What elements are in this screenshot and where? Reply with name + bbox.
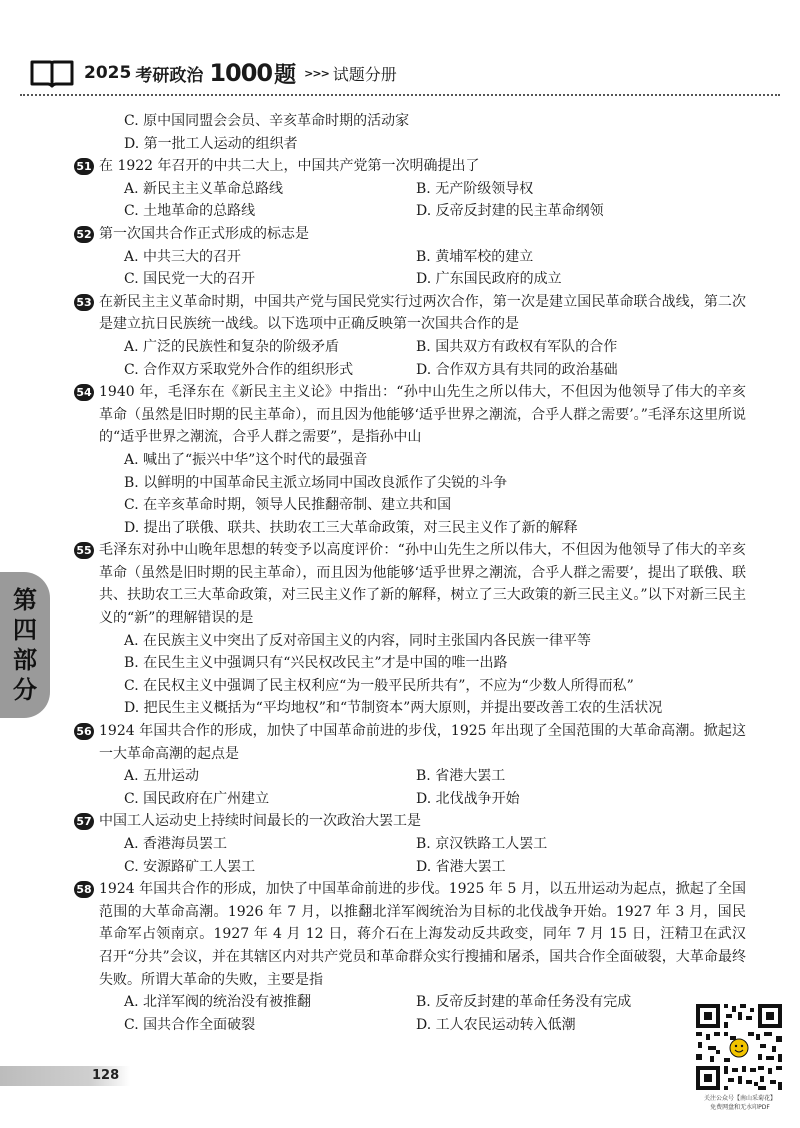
header-ti: 题 [274,62,297,88]
question-stem [76,155,746,178]
page-number: 128 [92,1068,120,1083]
option-d: D. 第一批工人运动的组织者 [124,135,298,152]
question-stem [76,291,746,336]
option-row [96,200,746,223]
header-kaoyan: 考研政治 [135,65,204,86]
question-text: 在 1922 年召开的中共二大上，中国共产党第一次明确提出了 [99,158,480,175]
option-d: D. 工人农民运动转入低潮 [416,1016,576,1033]
option-d: D. 提出了联俄、联共、扶助农工三大革命政策，对三民主义作了新的解释 [124,519,578,536]
option-a: A. 中共三大的召开 [124,248,242,265]
option-b: B. 京汉铁路工人罢工 [416,836,548,852]
option-a: A. 在民族主义中突出了反对帝国主义的内容，同时主张国内各民族一律平等 [124,632,592,649]
option-c: C. 国共合作全面破裂 [124,1016,256,1033]
header-count: 1000 [209,59,273,87]
section-tab-char: 四 [13,616,37,644]
qr-caption-line: 关注公众号【南山采菊花】 [703,1095,776,1102]
question-text: 1924 年国共合作的形成，加快了中国革命前进的步伐。1925 年 5 月，以五卅运动为起点，掀起了全国范围的大革命高潮。1926 年 7 月，以推翻北洋军阀统治为目标的北伐战争开始。1927 年 3 月，国民革命军占领南京。1927 年 4 月 12 日，蒋介石在上海发动反共政变，同年 7 月 15 日，汪精卫在武汉召开“分共”会议，并在其辖区内对共产党员和革命群众实行搜捕和屠杀，国共合作全面破裂，大革命最终失败。所谓大革命的失败，主要是指 [99,881,746,988]
option-b: B. 以鲜明的中国革命民主派立场同中国改良派作了尖锐的斗争 [124,474,508,491]
option-c: C. 在辛亥革命时期，领导人民推翻帝制、建立共和国 [124,497,452,514]
question-stem [76,810,746,833]
option-b: B. 省港大罢工 [416,768,506,785]
option-row [96,833,746,856]
option-d: D. 反帝反封建的民主革命纲领 [416,203,604,220]
option-c: C. 合作双方采取党外合作的组织形式 [124,361,354,378]
question-stem [76,223,746,246]
option-a: A. 香港海员罢工 [124,836,228,852]
question-number-badge: 57 [74,813,94,830]
question-number-badge: 53 [74,294,94,311]
option-row [96,991,746,1014]
question-stem [76,878,746,991]
question-stem [76,381,746,449]
option-b: B. 国共双方有政权有军队的合作 [416,338,618,355]
qr-caption-line: 免费网盘和无水印PDF [710,1104,770,1111]
qr-code [694,1002,784,1092]
book-icon [30,58,74,88]
header-subtitle: 试题分册 [332,64,397,84]
option-d: D. 省港大罢工 [416,858,506,875]
question-number-badge: 52 [74,226,94,243]
option-row [96,178,746,201]
header-arrows: >>> [304,66,329,80]
question-number-badge: 58 [74,881,94,898]
question-number-badge: 51 [74,158,94,175]
question-stem [76,720,746,765]
option-c: C. 在民权主义中强调了民主权利应“为一般平民所共有”，不应为“少数人所得而私” [124,677,634,694]
option-c: C. 国民政府在广州建立 [124,790,270,807]
question-number-badge: 54 [74,384,94,401]
section-tab [0,572,50,718]
option-b: B. 反帝反封建的革命任务没有完成 [416,994,632,1011]
question-number-badge: 55 [74,542,94,559]
option-b: B. 无产阶级领导权 [416,180,534,197]
option-b: B. 黄埔军校的建立 [416,248,534,265]
question-text: 第一次国共合作正式形成的标志是 [99,225,309,242]
question-stem [76,539,746,629]
section-tab-char: 第 [13,586,37,614]
qr-caption [690,1094,790,1112]
option-row [96,246,746,269]
option-row [96,765,746,788]
option-a: A. 五卅运动 [124,768,200,785]
section-tab-char: 部 [13,646,37,674]
option-d: D. 广东国民政府的成立 [416,271,562,288]
option-c: C. 原中国同盟会会员、辛亥革命时期的活动家 [124,113,410,129]
page-header [30,56,397,90]
question-text: 中国工人运动史上持续时间最长的一次政治大罢工是 [99,813,421,830]
option-b: B. 在民生主义中强调只有“兴民权改民主”才是中国的唯一出路 [124,655,508,672]
question-number-badge: 56 [74,723,94,740]
option-a: A. 新民主主义革命总路线 [124,180,284,197]
option-row [96,359,746,382]
option-d: D. 北伐战争开始 [416,790,520,807]
option-row [96,1014,746,1037]
question-text: 毛泽东对孙中山晚年思想的转变予以高度评价：“孙中山先生之所以伟大，不但因为他领导了伟大的辛亥革命（虽然是旧时期的民主革命），而且因为他能够‘适乎世界之潮流，合乎人群之需要’，提出了联俄、联共、扶助农工三大革命政策，对三民主义作了新的解释，树立了三大政策的新三民主义。”以下对新三民主义的“新”的理解错误的是 [99,542,746,627]
option-a: A. 北洋军阀的统治没有被推翻 [124,994,312,1011]
question-text: 1924 年国共合作的形成，加快了中国革命前进的步伐，1925 年出现了全国范围的大革命高潮。掀起这一大革命高潮的起点是 [99,723,746,762]
option-row [96,336,746,359]
option-row [96,856,746,879]
option-d: D. 合作双方具有共同的政治基础 [416,361,618,378]
question-list [76,110,746,1036]
option-c: C. 土地革命的总路线 [124,203,256,220]
option-a: A. 喊出了“振兴中华”这个时代的最强音 [124,451,368,468]
option-c: C. 安源路矿工人罢工 [124,858,256,875]
option-d: D. 把民生主义概括为“平均地权”和“节制资本”两大原则，并提出要改善工农的生活状况 [124,700,663,717]
header-divider [20,94,780,96]
section-tab-char: 分 [13,676,37,704]
option-row [96,268,746,291]
option-a: A. 广泛的民族性和复杂的阶级矛盾 [124,338,340,355]
header-year: 2025 [84,63,132,83]
question-text: 在新民主主义革命时期，中国共产党与国民党实行过两次合作，第一次是建立国民革命联合战线，第二次是建立抗日民族统一战线。以下选项中正确反映第一次国共合作的是 [99,293,746,333]
option-c: C. 国民党一大的召开 [124,271,256,288]
option-row [96,788,746,811]
question-text: 1940 年，毛泽东在《新民主主义论》中指出：“孙中山先生之所以伟大，不但因为他领导了伟大的辛亥革命（虽然是旧时期的民主革命），而且因为他能够‘适乎世界之潮流，合乎人群之需要’。”毛泽东这里所说的“适乎世界之潮流，合乎人群之需要”，是指孙中山 [99,384,746,446]
